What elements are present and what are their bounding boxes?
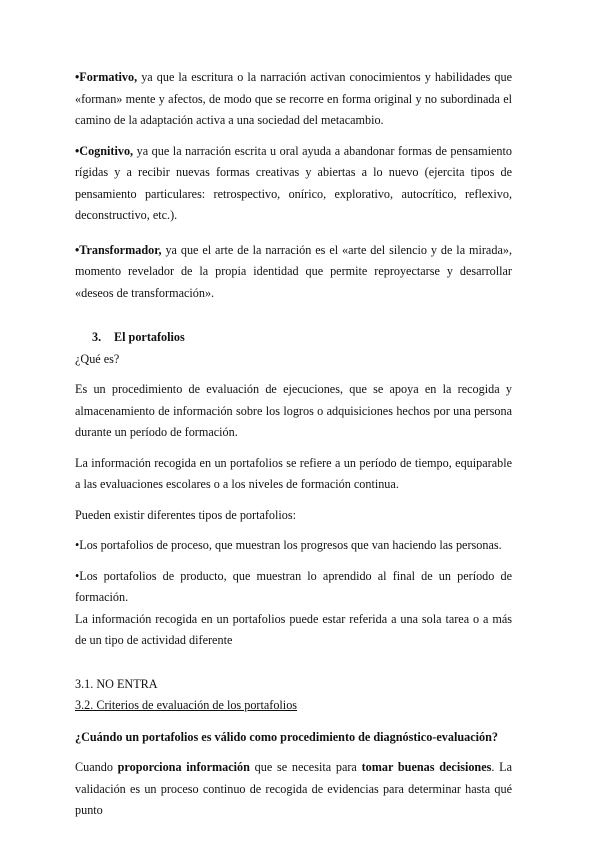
answer-text: Cuando bbox=[75, 760, 118, 774]
subsection-3-2: 3.2. Criterios de evaluación de los portafolios bbox=[75, 698, 298, 712]
bullet-text: ya que el arte de la narración es el «arte del silencio y de la mirada», momento revelador de la propia identidad que permite reproyectarse y desarrollar «deseos de transformación». bbox=[75, 242, 512, 300]
bullet-text: ya que la escritura o la narración activan conocimientos y habilidades que «forman» mente y afectos, de modo que se recorre en forma original y no subordinada el camino de la adaptación activa a una sociedad del metacambio. bbox=[75, 70, 512, 127]
validity-question: ¿Cuándo un portafolios es válido como procedimiento de diagnóstico-evaluación? bbox=[75, 729, 498, 744]
bullet-term: •Transformador, bbox=[75, 242, 162, 257]
bullet-formativo bbox=[75, 67, 512, 132]
type-process-item: •Los portafolios de proceso, que muestran los progresos que van haciendo las personas. bbox=[75, 538, 502, 552]
answer-emphasis: tomar buenas decisiones bbox=[361, 760, 492, 774]
section-title: El portafolios bbox=[114, 330, 185, 344]
bullet-cognitivo bbox=[75, 141, 512, 227]
subsection-3-1: 3.1. NO ENTRA bbox=[75, 676, 158, 691]
definition-paragraph: Es un procedimiento de evaluación de ejecuciones, que se apoya en la recogida y almacenamiento de información sobre los logros o adquisiciones hechos por una persona durante un período de formación. bbox=[75, 382, 512, 439]
what-is-question: ¿Qué es? bbox=[75, 351, 120, 366]
types-intro-paragraph: Pueden existir diferentes tipos de portafolios: bbox=[75, 507, 297, 522]
bullet-term: •Formativo, bbox=[75, 70, 138, 84]
bullet-transformador bbox=[75, 240, 512, 305]
type-product-item: •Los portafolios de producto, que muestran lo aprendido al final de un período de formación. bbox=[75, 568, 512, 604]
section-number: 3. bbox=[92, 330, 102, 344]
answer-text: que se necesita para bbox=[249, 760, 362, 774]
bullet-term: •Cognitivo, bbox=[75, 143, 134, 158]
task-scope-paragraph: La información recogida en un portafolios puede estar referida a una sola tarea o a más de un tipo de actividad diferente bbox=[75, 611, 512, 647]
section-heading bbox=[75, 327, 512, 349]
answer-paragraph bbox=[75, 757, 512, 822]
bullet-text: ya que la narración escrita u oral ayuda a abandonar formas de pensamiento rígidas y a recibir nuevas formas creativas y abiertas a lo nuevo (ejercita tipos de pensamiento particulares: retrospectivo, onírico, explorativo, autocrítico, reflexivo, deconstructivo, etc.). bbox=[75, 143, 512, 222]
answer-text: . La validación es un proceso continuo de recogida de evidencias para determinar hasta qué punto bbox=[75, 760, 512, 817]
info-period-paragraph: La información recogida en un portafolios se refiere a un período de tiempo, equiparable a las evaluaciones escolares o a los niveles de formación continua. bbox=[75, 455, 512, 491]
answer-emphasis: proporciona información bbox=[117, 760, 250, 774]
